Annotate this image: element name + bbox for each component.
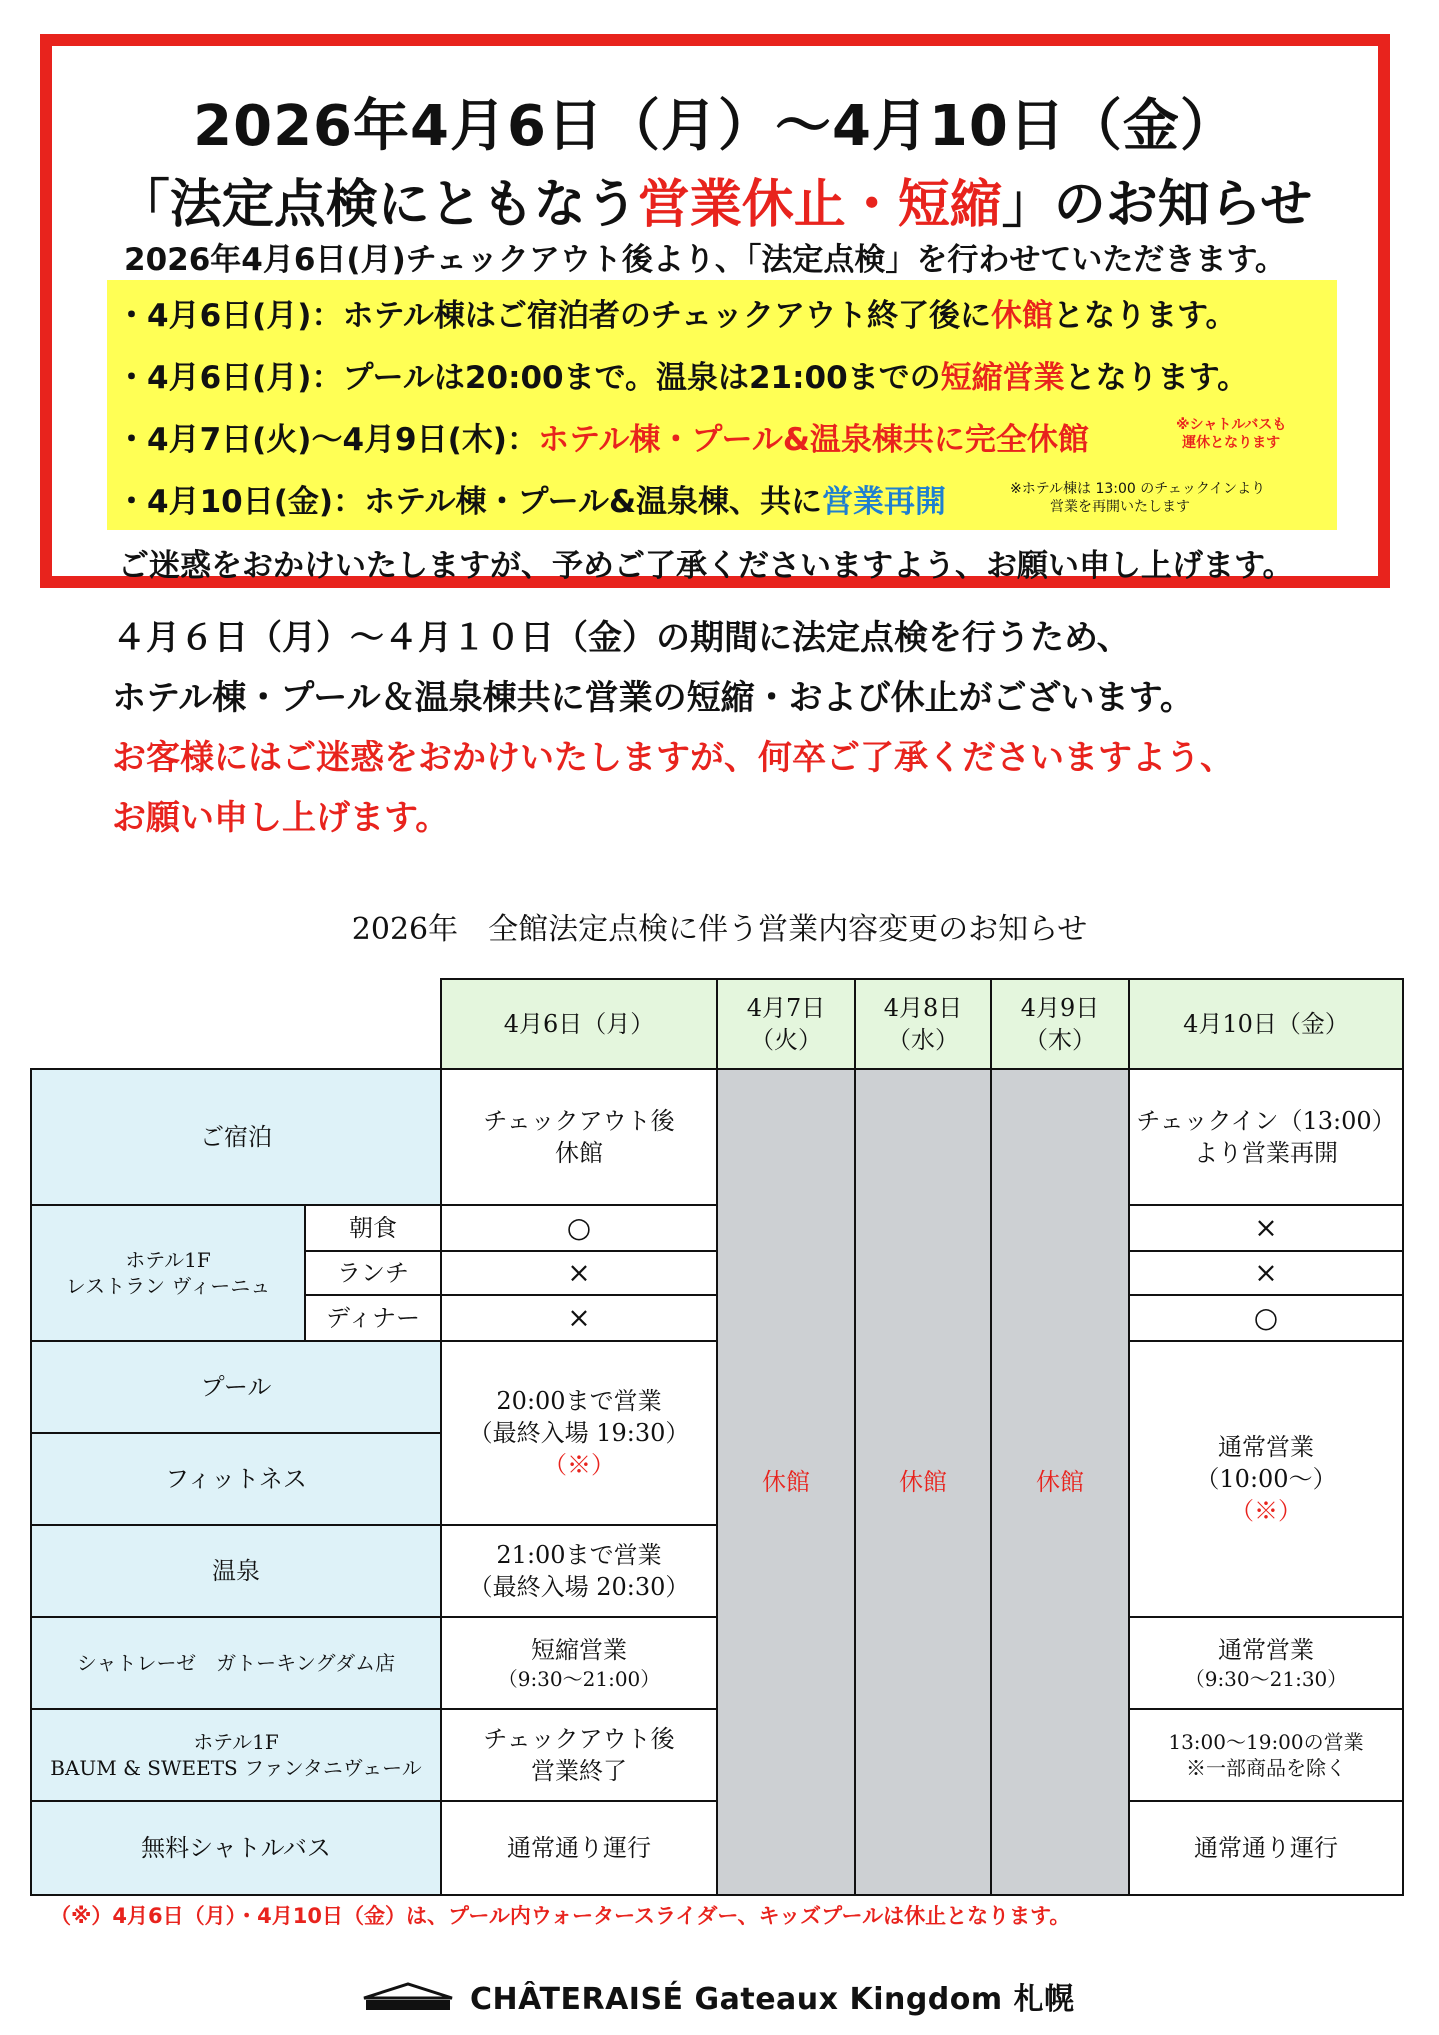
dinner-apr6: ×: [440, 1294, 718, 1342]
row-label-pool: プール: [30, 1340, 442, 1434]
notice-closing: ご迷惑をおかけいたしますが、予めご了承くださいますよう、お願い申し上げます。: [118, 548, 1294, 584]
schedule-item: ・4月6日(月)：プールは20:00まで。温泉は21:00までの短縮営業となります。: [116, 360, 1249, 396]
checkin-note: ※ホテル棟は 13:00 のチェックインより 営業を再開いたします: [1010, 481, 1266, 515]
header-apr6: 4月6日（月）: [440, 978, 718, 1070]
meal-lunch: ランチ: [304, 1250, 442, 1296]
breakfast-apr6: ○: [440, 1204, 718, 1252]
pool-fitness-onsen-apr10: 通常営業 （10:00〜） （※）: [1128, 1340, 1404, 1618]
footnote: （※）4月6日（月）・4月10日（金）は、プール内ウォータースライダー、キッズプールは休止となります。: [50, 1904, 1071, 1928]
row-label-baum: ホテル1F BAUM & SWEETS ファンタニヴェール: [30, 1708, 442, 1802]
row-label-onsen: 温泉: [30, 1524, 442, 1618]
notice-title-dates: 2026年4月6日（月）〜4月10日（金）: [193, 94, 1237, 159]
schedule-item: ・4月6日(月)：ホテル棟はご宿泊者のチェックアウト終了後に休館となります。: [116, 298, 1237, 334]
header-apr8: 4月8日 （水）: [854, 978, 992, 1070]
brand-logo: [360, 1976, 1075, 2016]
bus-apr10: 通常通り運行: [1128, 1800, 1404, 1896]
onsen-apr6: 21:00まで営業 （最終入場 20:30）: [440, 1524, 718, 1618]
schedule-item: ・4月10日(金)：ホテル棟・プール&温泉棟、共に営業再開: [116, 484, 946, 520]
row-label-fitness: フィットネス: [30, 1432, 442, 1526]
notice-title: 「法定点検にともなう営業休止・短縮」のお知らせ: [117, 175, 1313, 235]
lunch-apr10: ×: [1128, 1250, 1404, 1296]
closed-apr7: 休館: [716, 1068, 856, 1896]
table-title: 2026年 全館法定点検に伴う営業内容変更のお知らせ: [351, 912, 1088, 947]
baum-apr6: チェックアウト後 営業終了: [440, 1708, 718, 1802]
announcement-text: ４月６日（月）〜４月１０日（金）の期間に法定点検を行うため、 ホテル棟・プール＆温泉棟共に営業の短縮・および休止がございます。 お客様にはご迷惑をおかけいたしますが、何卒ご了承くださいますよう、 お願い申し上げます。: [112, 618, 1234, 838]
breakfast-apr10: ×: [1128, 1204, 1404, 1252]
meal-dinner: ディナー: [304, 1294, 442, 1342]
shuttle-note: ※シャトルバスも 運休となります: [1176, 417, 1287, 451]
header-apr10: 4月10日（金）: [1128, 978, 1404, 1070]
closed-apr8: 休館: [854, 1068, 992, 1896]
stay-apr10: チェックイン（13:00） より営業再開: [1128, 1068, 1404, 1206]
pool-fitness-apr6: 20:00まで営業 （最終入場 19:30） （※）: [440, 1340, 718, 1526]
header-apr9: 4月9日 （木）: [990, 978, 1130, 1070]
baum-apr10: 13:00〜19:00の営業 ※一部商品を除く: [1128, 1708, 1404, 1802]
bus-apr6: 通常通り運行: [440, 1800, 718, 1896]
row-label-stay: ご宿泊: [30, 1068, 442, 1206]
stay-apr6: チェックアウト後 休館: [440, 1068, 718, 1206]
row-label-shop: シャトレーゼ ガトーキングダム店: [30, 1616, 442, 1710]
shop-apr10: 通常営業 （9:30〜21:30）: [1128, 1616, 1404, 1710]
dinner-apr10: ○: [1128, 1294, 1404, 1342]
house-logo-icon: [360, 1980, 456, 2012]
meal-breakfast: 朝食: [304, 1204, 442, 1252]
shop-apr6: 短縮営業 （9:30〜21:00）: [440, 1616, 718, 1710]
row-label-bus: 無料シャトルバス: [30, 1800, 442, 1896]
lunch-apr6: ×: [440, 1250, 718, 1296]
notice-lead: 2026年4月6日(月)チェックアウト後より、「法定点検」を行わせていただきます。: [124, 242, 1286, 278]
brand-name: CHÂTERAISÉ Gateaux Kingdom 札幌: [470, 1982, 1075, 2017]
row-label-restaurant: ホテル1F レストラン ヴィーニュ: [30, 1204, 306, 1342]
schedule-item: ・4月7日(火)〜4月9日(木)：ホテル棟・プール&温泉棟共に完全休館: [116, 422, 1089, 458]
header-apr7: 4月7日 （火）: [716, 978, 856, 1070]
closed-apr9: 休館: [990, 1068, 1130, 1896]
